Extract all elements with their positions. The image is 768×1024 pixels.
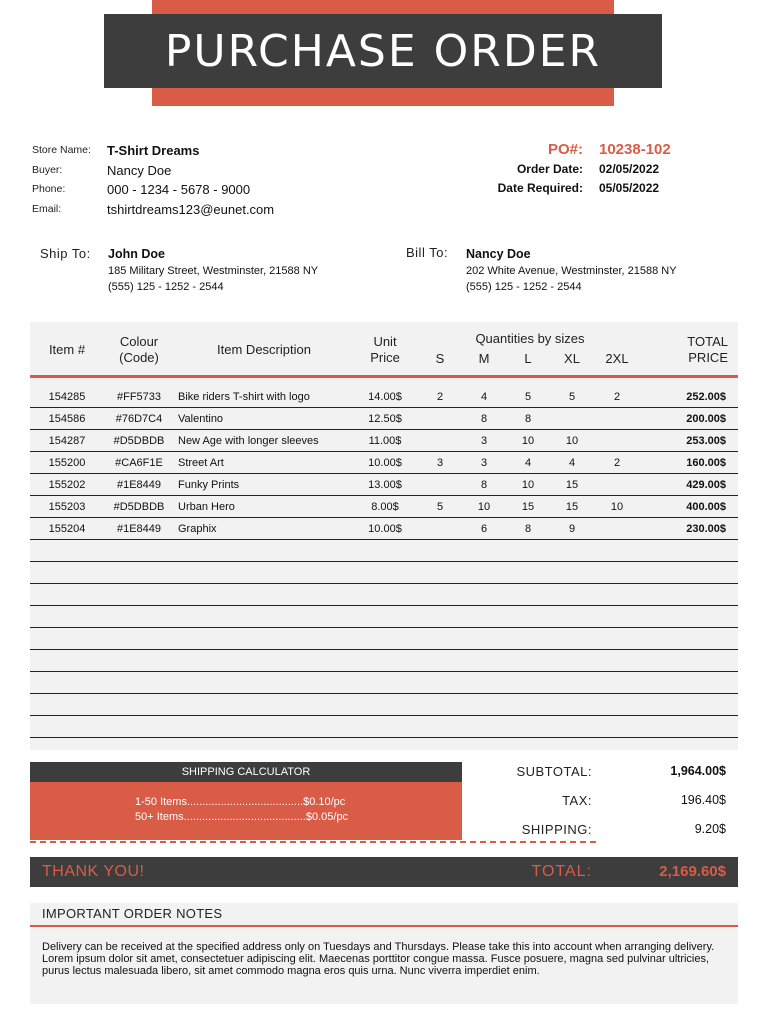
- cell-item: 155204: [48, 523, 86, 535]
- row-divider: [30, 671, 738, 672]
- row-divider: [30, 407, 738, 408]
- row-divider: [30, 715, 738, 716]
- date-required-row: [0, 180, 768, 196]
- cell-l: 8: [524, 523, 532, 535]
- bill-to-name: Nancy Doe: [466, 247, 531, 261]
- po-number-label: PO#:: [547, 140, 583, 158]
- thank-you-text: THANK YOU!: [42, 863, 145, 880]
- cell-m: 8: [480, 413, 488, 425]
- phone-value: 000 - 1234 - 5678 - 9000: [107, 181, 251, 197]
- row-divider: [30, 451, 738, 452]
- cell-xxl: [599, 474, 635, 496]
- cell-m: 3: [480, 435, 488, 447]
- table-header-divider: [30, 375, 738, 378]
- cell-item: 155200: [48, 457, 86, 469]
- total-label: TOTAL:: [531, 863, 592, 880]
- row-divider: [30, 583, 738, 584]
- cell-description: Graphix: [178, 523, 217, 535]
- col-header-m: M: [478, 351, 490, 366]
- cell-s: [425, 518, 455, 540]
- cell-unit: 10.00$: [368, 457, 402, 469]
- ship-to-block: [108, 246, 318, 295]
- order-date-label: Order Date:: [516, 162, 583, 176]
- subtotal-value: 1,964.00$: [670, 764, 726, 778]
- cell-s: [425, 474, 455, 496]
- col-header-l: L: [524, 351, 532, 366]
- order-date-value: 02/05/2022: [599, 162, 660, 176]
- row-divider: [30, 429, 738, 430]
- cell-s: 2: [436, 391, 444, 403]
- cell-total: 429.00$: [686, 479, 726, 491]
- po-number-row: [0, 141, 768, 157]
- cell-item: 154287: [48, 435, 86, 447]
- shipping-label: SHIPPING:: [521, 822, 592, 837]
- col-header-unit-price: [355, 334, 415, 366]
- cell-xl: 10: [565, 435, 579, 447]
- cell-colour: #1E8449: [116, 479, 162, 491]
- cell-xl: 15: [565, 479, 579, 491]
- page-title: PURCHASE ORDER: [164, 25, 602, 77]
- col-header-total-price: [664, 334, 728, 366]
- cell-xl: 15: [565, 501, 579, 513]
- cell-description: Valentino: [178, 413, 224, 425]
- cell-m: 10: [477, 501, 491, 513]
- date-required-value: 05/05/2022: [599, 181, 660, 195]
- buyer-label: Buyer:: [32, 164, 63, 176]
- cell-colour: #76D7C4: [115, 413, 163, 425]
- cell-unit: 13.00$: [368, 479, 402, 491]
- cell-l: 15: [521, 501, 535, 513]
- cell-m: 8: [480, 479, 488, 491]
- cell-total: 200.00$: [686, 413, 726, 425]
- ship-to-phone: (555) 125 - 1252 - 2544: [108, 281, 224, 293]
- cell-colour: #1E8449: [116, 523, 162, 535]
- cell-total: 400.00$: [686, 501, 726, 513]
- date-required-label: Date Required:: [497, 181, 583, 195]
- col-header-total-line1: TOTAL: [687, 334, 728, 349]
- order-notes-line-2: Lorem ipsum dolor sit amet, consectetuer adipiscing elit. Maecenas porttitor congue massa. Fusce posuere, magna sed pulvinar ultricies, purus lectus malesuada libero, sit amet commodo magna eros quis urna. Nunc viverra imperdiet enim.: [42, 953, 710, 977]
- row-divider: [30, 737, 738, 738]
- cell-xxl: 2: [613, 391, 621, 403]
- order-notes-text: [42, 941, 732, 977]
- cell-s: 3: [436, 457, 444, 469]
- cell-colour: #D5DBDB: [113, 501, 165, 513]
- row-divider: [30, 473, 738, 474]
- total-value: 2,169.60$: [659, 863, 726, 880]
- order-notes-title: IMPORTANT ORDER NOTES: [42, 906, 223, 921]
- row-divider: [30, 561, 738, 562]
- ship-to-label: Ship To:: [40, 246, 91, 261]
- cell-xl: 5: [568, 391, 576, 403]
- store-name-label: Store Name:: [32, 144, 91, 156]
- phone-label: Phone:: [32, 183, 66, 195]
- cell-xxl: [599, 430, 635, 452]
- cell-l: 8: [524, 413, 532, 425]
- col-header-unit-line1: Unit: [373, 334, 397, 349]
- cell-item: 154285: [48, 391, 86, 403]
- col-header-colour-line1: Colour: [119, 334, 159, 349]
- order-date-row: [0, 161, 768, 177]
- cell-unit: 10.00$: [368, 523, 402, 535]
- header-title-band: [104, 14, 662, 88]
- bill-to-label: Bill To:: [406, 245, 449, 260]
- subtotal-label: SUBTOTAL:: [516, 764, 592, 779]
- cell-colour: #D5DBDB: [113, 435, 165, 447]
- bill-to-block: [466, 246, 677, 295]
- bill-to-address: 202 White Avenue, Westminster, 21588 NY: [466, 265, 677, 277]
- shipping-rate-1: 1-50 Items......................................$0.10/pc: [135, 796, 346, 808]
- col-header-item: Item #: [48, 342, 86, 357]
- cell-unit: 8.00$: [371, 501, 399, 513]
- cell-item: 155202: [48, 479, 86, 491]
- row-divider: [30, 627, 738, 628]
- row-divider: [30, 605, 738, 606]
- shipping-calculator-body: [30, 782, 462, 840]
- bill-to-phone: (555) 125 - 1252 - 2544: [466, 281, 582, 293]
- col-header-quantities: Quantities by sizes: [475, 331, 585, 346]
- shipping-rate-2: 50+ Items........................................$0.05/pc: [135, 811, 349, 823]
- col-header-colour-line2: (Code): [119, 350, 159, 365]
- cell-xxl: [599, 518, 635, 540]
- cell-description: Urban Hero: [178, 501, 235, 513]
- cell-description: New Age with longer sleeves: [178, 435, 319, 447]
- shipping-calculator-title: SHIPPING CALCULATOR: [30, 762, 462, 782]
- email-label: Email:: [32, 203, 62, 215]
- ship-to-name: John Doe: [108, 247, 165, 261]
- cell-s: 5: [436, 501, 444, 513]
- store-name-value: T-Shirt Dreams: [107, 142, 200, 158]
- col-header-total-line2: PRICE: [688, 350, 728, 365]
- tax-label: TAX:: [562, 793, 592, 808]
- col-header-2xl: 2XL: [605, 351, 629, 366]
- cell-l: 10: [521, 435, 535, 447]
- row-divider: [30, 539, 738, 540]
- email-value: tshirtdreams123@eunet.com: [107, 201, 275, 217]
- col-header-s: S: [435, 351, 445, 366]
- cell-total: 252.00$: [686, 391, 726, 403]
- cell-unit: 11.00$: [368, 435, 402, 447]
- total-bar: [30, 857, 738, 887]
- cell-total: 253.00$: [686, 435, 726, 447]
- order-notes-line-1: Delivery can be received at the specified address only on Tuesdays and Thursdays. Please take this into account when arranging delivery.: [42, 941, 715, 953]
- row-divider: [30, 495, 738, 496]
- tax-value: 196.40$: [680, 793, 726, 807]
- cell-item: 154586: [48, 413, 86, 425]
- col-header-xl: XL: [564, 351, 580, 366]
- cell-total: 230.00$: [686, 523, 726, 535]
- cell-xxl: 2: [613, 457, 621, 469]
- cell-colour: #FF5733: [116, 391, 162, 403]
- cell-m: 3: [480, 457, 488, 469]
- cell-xl: [557, 408, 587, 430]
- cell-description: Bike riders T-shirt with logo: [178, 391, 310, 403]
- order-notes-divider: [30, 925, 738, 927]
- ship-to-address: 185 Military Street, Westminster, 21588 NY: [108, 265, 319, 277]
- po-number-value: 10238-102: [599, 140, 671, 158]
- dashed-divider: [30, 841, 596, 843]
- cell-item: 155203: [48, 501, 86, 513]
- shipping-value: 9.20$: [694, 822, 726, 836]
- col-header-colour: [104, 334, 174, 366]
- row-divider: [30, 649, 738, 650]
- buyer-value: Nancy Doe: [107, 162, 172, 178]
- cell-l: 4: [524, 457, 532, 469]
- cell-xxl: [599, 408, 635, 430]
- cell-description: Street Art: [178, 457, 224, 469]
- cell-xl: 4: [568, 457, 576, 469]
- cell-unit: 12.50$: [368, 413, 402, 425]
- col-header-description: Item Description: [217, 342, 311, 357]
- cell-m: 6: [480, 523, 488, 535]
- cell-description: Funky Prints: [178, 479, 240, 491]
- cell-unit: 14.00$: [368, 391, 402, 403]
- order-notes-panel: [30, 903, 738, 1004]
- email-row: [32, 201, 274, 217]
- cell-l: 5: [524, 391, 532, 403]
- cell-total: 160.00$: [686, 457, 726, 469]
- cell-s: [425, 408, 455, 430]
- cell-colour: #CA6F1E: [115, 457, 163, 469]
- col-header-unit-line2: Price: [370, 350, 400, 365]
- row-divider: [30, 693, 738, 694]
- cell-xl: 9: [568, 523, 576, 535]
- cell-l: 10: [521, 479, 535, 491]
- row-divider: [30, 517, 738, 518]
- cell-m: 4: [480, 391, 488, 403]
- cell-s: [425, 430, 455, 452]
- cell-xxl: 10: [610, 501, 624, 513]
